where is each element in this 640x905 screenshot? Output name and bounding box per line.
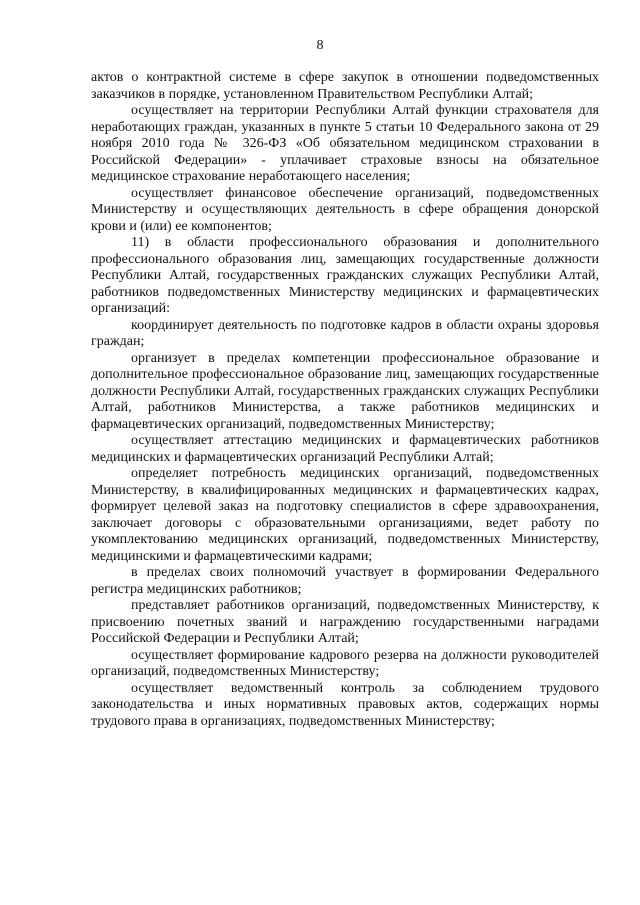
section-heading-paragraph: 11) в области профессионального образования и дополнительного профессионального образования лиц, замещающих государственные должности Республики Алтай, государственных гражданских служащих Республики Алтай, работников подведомственных Министерству медицинских и фармацевтических организаций: [91,235,599,316]
page-number: 8 [316,38,324,53]
paragraph: представляет работников организаций, подведомственных Министерству, к присвоению почетных званий и награждению государственными наградами Российской Федерации и Республики Алтай; [91,598,599,646]
document-body [91,70,599,730]
paragraph: осуществляет аттестацию медицинских и фармацевтических работников медицинских и фармацевтических организаций Республики Алтай; [91,433,599,465]
paragraph: в пределах своих полномочий участвует в формировании Федерального регистра медицинских работников; [91,565,599,597]
paragraph: осуществляет формирование кадрового резерва на должности руководителей организаций, подведомственных Министерству; [91,647,599,679]
paragraph: координирует деятельность по подготовке кадров в области охраны здоровья граждан; [91,317,599,349]
paragraph: осуществляет финансовое обеспечение организаций, подведомственных Министерству и осуществляющих деятельность в сфере обращения донорской крови и (или) ее компонентов; [91,185,599,234]
paragraph: осуществляет на территории Республики Алтай функции страхователя для неработающих граждан, указанных в пункте 5 статьи 10 Федерального закона от 29 ноября 2010 года № 326-ФЗ «Об обязательном медицинском страховании в Российской Федерации» - уплачивает страховые взносы на обязательное медицинское страхование неработающего населения; [91,103,599,184]
paragraph: осуществляет ведомственный контроль за соблюдением трудового законодательства и иных нормативных правовых актов, содержащих нормы трудового права в организациях, подведомственных Министерству; [91,680,599,729]
paragraph-continuation: актов о контрактной системе в сфере закупок в отношении подведомственных заказчиков в порядке, установленном Правительством Республики Алтай; [91,70,599,102]
paragraph: определяет потребность медицинских организаций, подведомственных Министерству, в квалифицированных медицинских и фармацевтических кадрах, формирует целевой заказ на подготовку специалистов в сфере здравоохранения, заключает договоры с образовательными организациями, ведет работу по укомплектованию медицинских организаций, подведомственных Министерству, медицинскими и фармацевтическими кадрами; [91,466,599,564]
paragraph: организует в пределах компетенции профессиональное образование и дополнительное профессиональное образование лиц, замещающих государственные должности Республики Алтай, государственных гражданских служащих Республики Алтай, работников Министерства, а также работников медицинских и фармацевтических организаций, подведомственных Министерству; [91,350,599,432]
